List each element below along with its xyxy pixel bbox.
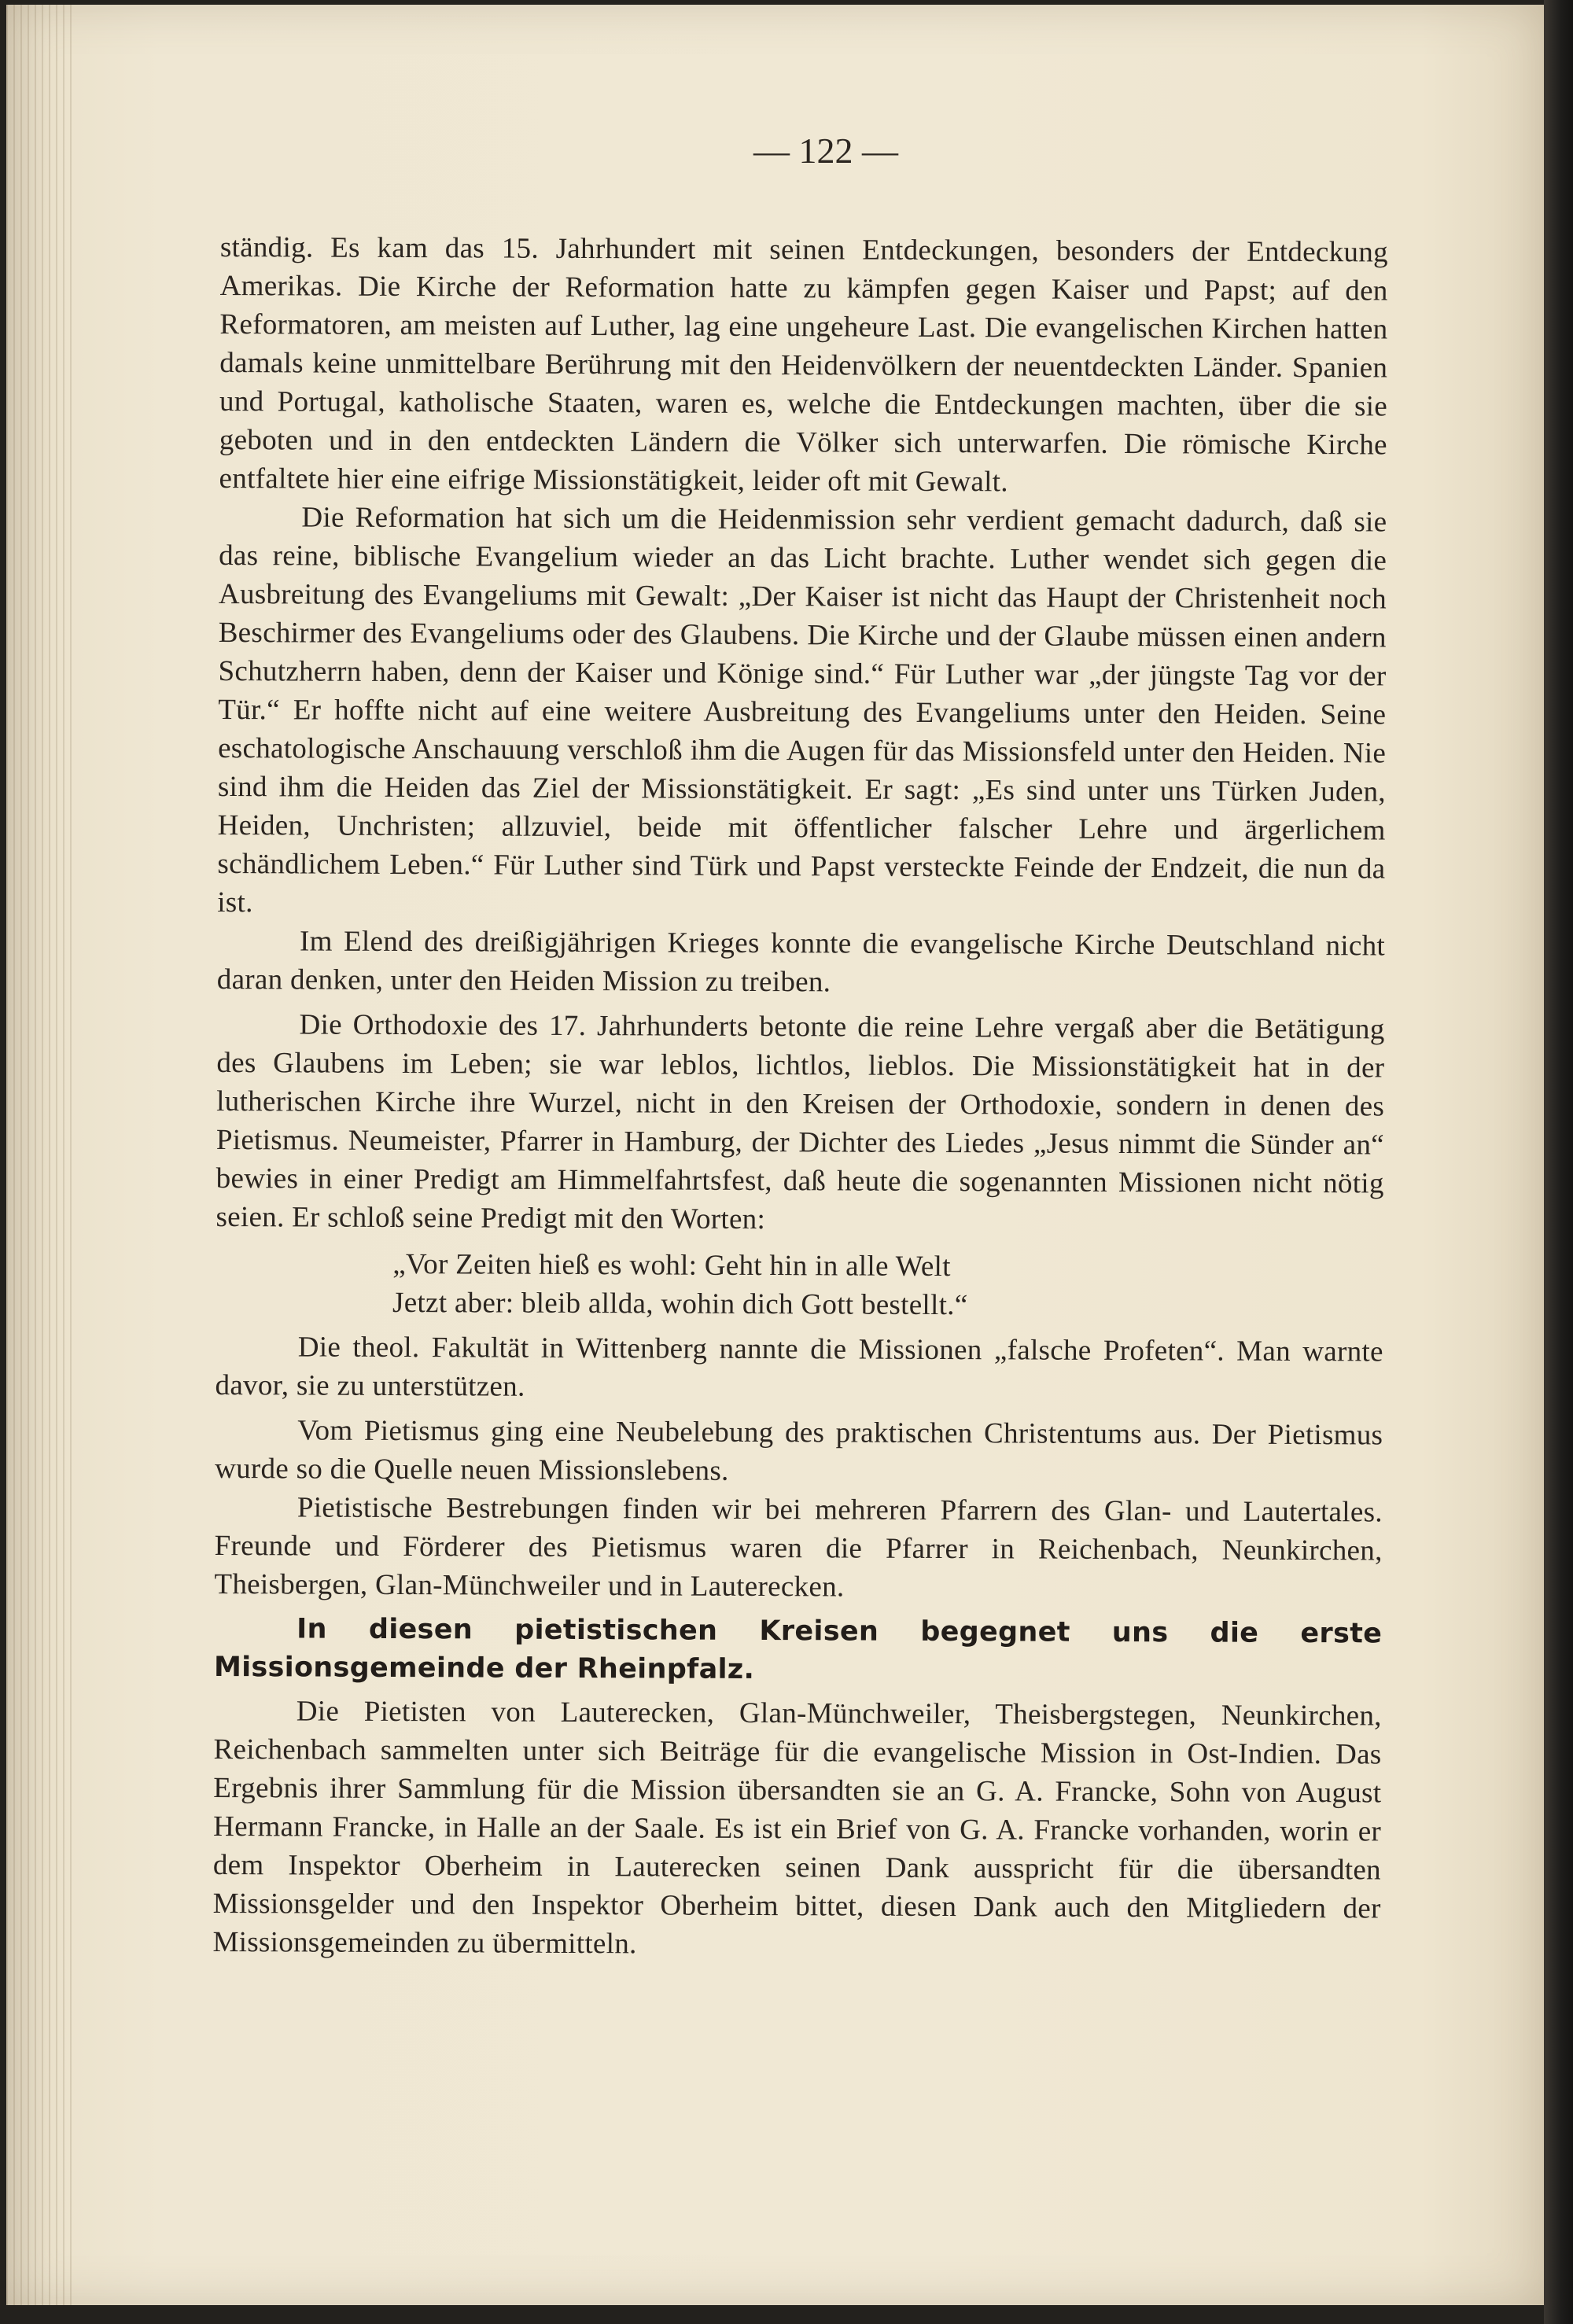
paragraph: Die Reformation hat sich um die Heidenmission sehr verdient gemacht dadurch, daß sie das reine, biblische Evangelium wieder an das Licht brachte. Luther wendet sich gegen die Ausbreitung des Evangeliums mit Gewalt: „Der Kaiser ist nicht das Haupt der Christenheit noch Beschirmer des Evangeliums oder des Glaubens. Die Kirche und der Glaube müssen einen andern Schutzherrn haben, denn der Kaiser und Könige sind.“ Für Luther war „der jüngste Tag vor der Tür.“ Er hoffte nicht auf eine weitere Ausbreitung des Evangeliums unter den Heiden. Seine eschatologische Anschauung verschloß ihm die Augen für das Missionsfeld unter den Heiden. Nie sind ihm die Heiden das Ziel der Missionstätigkeit. Er sagt: „Es sind unter uns Türken Juden, Heiden, Unchristen; allzuviel, beide mit öffentlicher falscher Lehre und ärgerlichem schändlichem Leben.“ Für Luther sind Türk und Papst versteckte Feinde der Endzeit, die nun da ist. [217, 501, 1387, 919]
paragraph: Die Pietisten von Lauterecken, Glan-Münchweiler, Theisbergstegen, Neunkirchen, Reichenbach sammelten unter sich Beiträge für die evangelische Mission in Ost-Indien. Das Ergebnis ihrer Sammlung für die Mission übersandten sie an G. A. Francke, Sohn von August Hermann Francke, in Halle an der Saale. Es ist ein Brief von G. A. Francke vorhanden, worin er dem Inspektor Oberheim in Lauterecken seinen Dank ausspricht für die übersandten Missionsgelder und den Inspektor Oberheim bittet, diesen Dank auch den Mitgliedern der Missionsgemeinden zu übermitteln. [212, 1695, 1382, 1961]
section-heading: In diesen pietistischen Kreisen begegnet uns die erste Missionsgemeinde der Rheinpfalz. [213, 1613, 1383, 1685]
paragraph: Im Elend des dreißigjährigen Krieges konnte die evangelische Kirche Deutschland nicht daran denken, unter den Heiden Mission zu treiben. [216, 925, 1386, 999]
paragraph: ständig. Es kam das 15. Jahrhundert mit seinen Entdeckungen, besonders der Entdeckung Amerikas. Die Kirche der Reformation hatte zu kämpfen gegen Kaiser und Papst; auf den Reformatoren, am meisten auf Luther, lag eine ungeheure Last. Die evangelischen Kirchen hatten damals keine unmittelbare Berührung mit den Heidenvölkern der neuentdeckten Länder. Spanien und Portugal, katholische Staaten, waren es, welche die Entdeckungen machten, über die sie geboten und in den entdeckten Ländern die Völker sich unterwarfen. Die römische Kirche entfaltete hier eine eifrige Missionstätigkeit, leider oft mit Gewalt. [219, 230, 1388, 499]
body-text [212, 228, 1388, 1966]
paragraph: Vom Pietismus ging eine Neubelebung des praktischen Christentums aus. Der Pietismus wurde so die Quelle neuen Missionslebens. [215, 1414, 1383, 1487]
verse-line: Jetzt aber: bleib allda, wohin dich Gott bestellt.“ [392, 1286, 968, 1322]
paragraph: Die theol. Fakultät in Wittenberg nannte die Missionen „falsche Profeten“. Man warnte davor, sie zu unterstützen. [215, 1331, 1383, 1403]
verse-line: „Vor Zeiten hieß es wohl: Geht hin in alle Welt [392, 1247, 951, 1284]
paragraph: Pietistische Bestrebungen finden wir bei mehreren Pfarrern des Glan- und Lautertales. Freunde und Förderer des Pietismus waren die Pfarrer in Reichenbach, Neunkirchen, Theisbergen, Glan-Münchweiler und in Lauterecken. [214, 1491, 1383, 1604]
page-number: — 122 — [753, 131, 898, 171]
page-dark-edge [1544, 0, 1573, 2324]
book-binding-edge [6, 5, 77, 2305]
paragraph: Die Orthodoxie des 17. Jahrhunderts betonte die reine Lehre vergaß aber die Betätigung des Glaubens im Leben; sie war leblos, lichtlos, lieblos. Die Missionstätigkeit hat in der lutherischen Kirche ihre Wurzel, nicht in den Kreisen der Orthodoxie, sondern in denen des Pietismus. Neumeister, Pfarrer in Hamburg, der Dichter des Liedes „Jesus nimmt die Sünder an“ bewies in einer Predigt am Himmelfahrtsfest, daß heute die sogenannten Missionen nicht nötig seien. Er schloß seine Predigt mit den Worten: [216, 1008, 1385, 1236]
